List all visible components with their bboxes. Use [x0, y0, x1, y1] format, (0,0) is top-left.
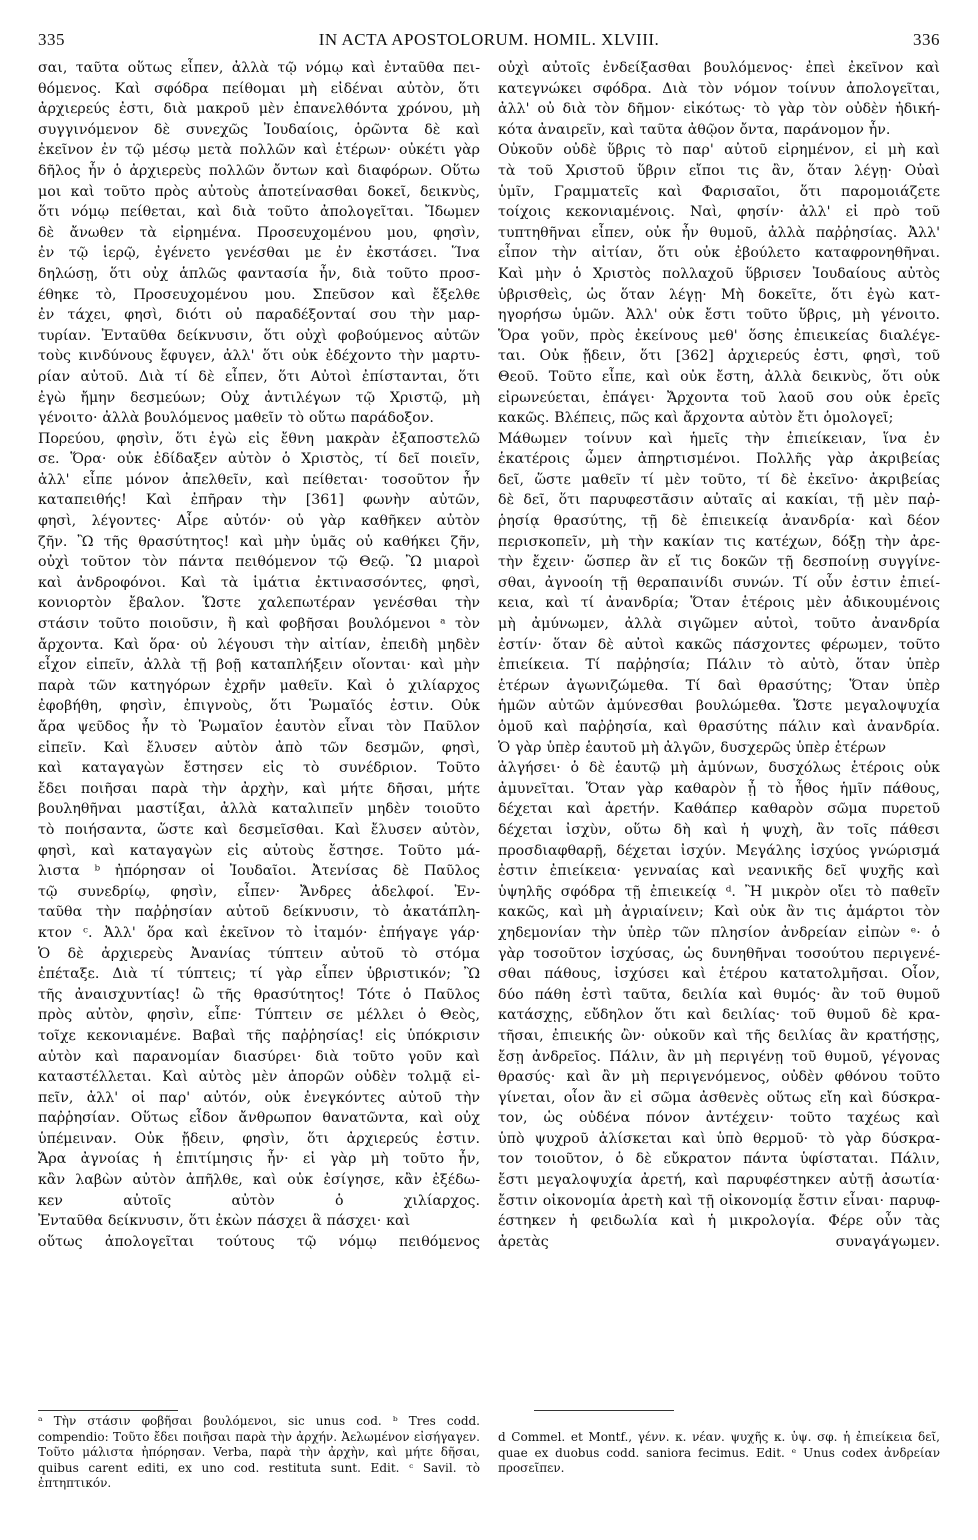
- text-line: κτον ᶜ. Ἀλλ' ὅρα καὶ ἐκεῖνον τὸ ἰταμόν· ἐπήγαγε γάρ·: [38, 924, 480, 941]
- page-number-left: 335: [38, 30, 65, 49]
- text-line: ὅτι νόμῳ πείθεται, καὶ διὰ τοῦτο ἀπολογεῖται. Ἴδωμεν: [38, 204, 480, 221]
- text-line: χηδεμονίαν τὴν ὑπὲρ τῶν πλησίον ἀνδρείαν εἰπὼν ᵉ· ὁ: [498, 924, 940, 941]
- text-line: σθαι, ἀγνοοίη τῇ θεραπαινίδι συνών. Τί οὖν ἐστιν ἐπιεί-: [498, 574, 940, 591]
- text-line: δέχεται ἰσχὺν, οὕτω δὴ καὶ ἡ ψυχὴ, ἂν τοῖς πάθεσι: [498, 821, 940, 838]
- right-column: [498, 58, 940, 1252]
- text-line: ρίαν αὐτοῦ. Διὰ τί δὲ εἶπεν, ὅτι Αὐτοὶ ἐπίστανται, ὅτι: [38, 368, 480, 385]
- text-line: ἐπιείκεια. Τί παῤῥησία; Πάλιν τὸ αὐτὸ, ὅταν ὑπὲρ: [498, 657, 940, 674]
- text-line: αὐτὸν καὶ παρανομίαν διασύρει· διὰ τοῦτο γοῦν καὶ: [38, 1048, 480, 1065]
- text-line: παῤῥησίαν. Οὕτως εἶδον ἄνθρωπον θανατῶντα, καὶ οὐχ: [38, 1110, 480, 1127]
- text-line: ἐστίν· ὅταν δὲ αὐτοὶ κακῶς πάσχοντες φέρωμεν, τοῦτο: [498, 636, 940, 653]
- text-line: εἶπον τὴν αἰτίαν, ὅτι οὐκ ἐβούλετο καταφρονηθῆναι.: [498, 245, 940, 262]
- text-line: κατεγνώκει σφόδρα. Διὰ τὸν νόμον τοίνυν ἀπολογεῖται,: [498, 80, 940, 97]
- text-line: ἑτέρων ἀγωνιζώμεθα. Τί δαὶ θρασύτης; Ὅταν ὑπὲρ: [498, 677, 940, 694]
- text-line: βουληθῆναι μαστίξαι, ἀλλὰ καταλιπεῖν μηδὲν τοιοῦτο: [38, 801, 480, 818]
- text-line: ἐστιν ἐπιείκεια· γενναίας καὶ νεανικῆς δεῖ ψυχῆς καὶ: [498, 863, 940, 880]
- text-line: προσδιαφθαρῇ, δέχεται ἰσχύν. Μεγάλης ἰσχύος γνώρισμά: [498, 842, 940, 859]
- footnote-divider-left: [38, 1410, 178, 1411]
- text-line: τὰ τοῦ Χριστοῦ ὕβριν εἴποι τις ἂν, ὅταν λέγῃ· Οὐαὶ: [498, 162, 940, 179]
- text-line: έστηκεν ἡ φειδωλία καὶ ἡ μικρολογία. Φέρε οὖν τὰς: [498, 1213, 940, 1230]
- text-line: ὁμοῦ καὶ παῤῥησία, καὶ θρασύτης πάλιν καὶ ἀνανδρία.: [498, 719, 940, 735]
- text-line: συγγινόμενον δὲ συνεχῶς Ἰουδαίοις, ὁρῶντα δὲ καὶ: [38, 121, 480, 138]
- text-line: Ἄρα ἀγνοίας ἡ ἐπιτίμησις ἦν· εἰ γὰρ μὴ τοῦτο ἦν,: [38, 1151, 480, 1168]
- text-line: Πορεύου, φησὶν, ὅτι ἐγὼ εἰς ἔθνη μακρὰν ἐξαποστελῶ: [38, 430, 480, 447]
- text-line: φησὶ, καὶ καταγαγὼν εἰς αὐτοὺς ἔστησε. Τοῦτο μά-: [38, 842, 480, 859]
- text-line: ἀλγήσει· ὁ δὲ ἑαυτῷ μὴ ἀμύνων, δυσχόλως ἑτέροις οὐκ: [498, 760, 940, 777]
- text-line: τῆς ἀναισχυντίας! ὢ τῆς θρασύτητος! Τότε ὁ Παῦλος: [38, 986, 480, 1003]
- text-line: σαι, ταῦτα οὕτως εἶπεν, ἀλλὰ τῷ νόμῳ καὶ ἐνταῦθα πει-: [38, 60, 480, 76]
- text-line: κεια, καὶ τί ἀνανδρία; Ὅταν ἑτέροις μὲν ἀδικουμένοις: [498, 595, 940, 612]
- text-line: φησὶ, λέγοντες· Αἶρε αὐτόν· οὐ γὰρ καθῆκεν αὐτὸν: [38, 513, 480, 530]
- text-line: ὑπὸ ψυχροῦ ἁλίσκεται καὶ ὑπὸ θερμοῦ· τὸ γὰρ δύσκρα-: [498, 1130, 940, 1147]
- footnotes-right: d Commel. et Montf., γένν. κ. νέαν. ψυχῆς κ. ὑψ. σφ. ἡ ἐπιείκεια δεῖ, quae ex duobus codd. saniora fecimus. Edit. ᵉ Unus codex ἀνδρείαν προσεῖπεν.: [498, 1430, 940, 1475]
- text-line: ἐφοβήθη, φησὶν, ἐπιγνοὺς, ὅτι Ῥωμαῖός ἐστιν. Οὐκ: [38, 698, 480, 715]
- text-line: ὑψηλῆς σφόδρα τῇ ἐπιεικείᾳ ᵈ. Ἢ μικρὸν οἴει τὸ παθεῖν: [498, 883, 940, 900]
- text-line: σε. Ὅρα· οὐκ ἐδίδαξεν αὐτὸν ὁ Χριστὸς, τί δεῖ ποιεῖν,: [38, 451, 480, 468]
- text-line: κἂν λαβὼν αὐτὸν ἀπῆλθε, καὶ οὐκ ἐσίγησε, κἂν ἐξέδω-: [38, 1172, 480, 1189]
- text-line: τον τοιοῦτον, ὁ δὲ εὔκρατον πάντα ὑφίσταται. Πάλιν,: [498, 1151, 940, 1168]
- text-columns: [38, 58, 940, 1252]
- text-line: γένοιτο· ἀλλὰ βουλόμενος μαθεῖν τὸ οὕτω παράδοξον.: [38, 410, 434, 427]
- running-title: IN ACTA APOSTOLORUM. HOMIL. XLVIII.: [318, 30, 660, 49]
- text-line: καὶ ἀνδροφόνοι. Καὶ τὰ ἱμάτια ἐκτινασσόντες, φησὶ,: [38, 574, 480, 591]
- text-line: εἶχον εἰπεῖν, ἀλλὰ τῇ βοῇ καταπλήξειν οἴονται· καὶ μὴν: [38, 657, 480, 674]
- text-line: τοὺς κινδύνους ἔφυγεν, ἀλλ' ὅτι οὐκ ἐδέχοντο τὴν μαρτυ-: [38, 348, 480, 365]
- text-line: τὴν ἔχειν· ὥσπερ ἂν εἴ τις δοκῶν τῇ δεσποίνῃ συγγίνε-: [498, 554, 940, 571]
- text-line: κότα ἀναιρεῖν, καὶ ταῦτα ἀθῷον ὄντα, παράνομον ἦν.: [498, 121, 891, 138]
- text-line: ζῆν. Ὢ τῆς θρασύτητος! καὶ μὴν ὑμᾶς οὐ καθήκει ζῆν,: [38, 533, 480, 550]
- text-line: δηλώσῃ, ὅτι οὐχ ἁπλῶς φαντασία ἦν, διὰ τοῦτο προσ-: [38, 265, 480, 282]
- text-line: οὕτως ἀπολογεῖται τούτους τῷ νόμῳ πειθόμενος: [38, 1233, 480, 1250]
- text-line: δέχεται καὶ ἀρετήν. Καθάπερ καθαρὸν σῶμα πυρετοῦ: [498, 801, 940, 818]
- text-line: θόμενος. Καὶ σφόδρα πείθομαι μὴ εἰδέναι αὐτὸν, ὅτι: [38, 80, 480, 97]
- text-line: οὐχὶ αὐτοῖς ἐνδείξασθαι βουλόμενος· ἐπεὶ ἐκεῖνον καὶ: [498, 60, 940, 76]
- text-line: Ἐνταῦθα δείκνυσιν, ὅτι ἐκὼν πάσχει ἃ πάσχει· καὶ: [38, 1213, 411, 1230]
- text-line: παρὰ τῶν κατηγόρων ἐχρῆν μαθεῖν. Καὶ ὁ χιλίαρχος: [38, 677, 480, 694]
- footnotes: [38, 1414, 940, 1492]
- text-line: Καὶ μὴν ὁ Χριστὸς πολλαχοῦ ὕβρισεν Ἰουδαίους αὐτὸς: [498, 265, 940, 282]
- text-line: μὴ ἀμύνωμεν, ἀλλὰ σιγῶμεν αὐτοὶ, τοῦτο ἀνανδρία: [498, 616, 940, 633]
- text-line: ἀλλ' εἶπε μόνον ἀπελθεῖν, καὶ πείθεται· τοσοῦτον ἦν: [38, 471, 480, 488]
- text-line: ἡμῶν αὐτῶν ἀμύνεσθαι βουλώμεθα. Ὥστε μεγαλοψυχία: [498, 698, 940, 715]
- text-line: ἐγὼ ἤμην δεσμεύων; Οὐχ ἀντιλέγων τῷ Χριστῷ, μὴ: [38, 389, 480, 406]
- text-line: εἰπεῖν. Καὶ ἔλυσεν αὐτὸν ἀπὸ τῶν δεσμῶν, φησὶ,: [38, 739, 480, 756]
- text-line: Οὐκοῦν οὐδὲ ὕβρις τὸ παρ' αὐτοῦ εἰρημένον, εἰ μὴ καὶ: [498, 142, 940, 159]
- text-line: γίνεται, οἷον ἂν εἰ σῶμα ἀσθενὲς οὕτως εἴη καὶ δύσκρα-: [498, 1089, 940, 1106]
- running-header: [38, 30, 940, 56]
- footnote-divider-right: [534, 1410, 674, 1411]
- text-line: ὑβρισθεὶς, ὡς ὅταν λέγῃ· Μὴ δοκεῖτε, ὅτι ἐγὼ κατ-: [498, 286, 940, 303]
- text-line: σθαι πάθους, ἰσχύσει καὶ ἑτέρου κατατολμῆσαι. Οἷον,: [498, 966, 940, 983]
- text-line: τῷ συνεδρίῳ, φησὶν, εἶπεν· Ἄνδρες ἀδελφοί. Ἐν-: [38, 883, 480, 900]
- text-line: πεῖν, ἀλλ' οἱ παρ' αὐτόν, οὐκ ἐνεγκόντες αὐτοῦ τὴν: [38, 1089, 480, 1106]
- text-line: ἀρχιερεύς ἐστι, διὰ μακροῦ μὲν ἐπανελθόντα χρόνου, μὴ: [38, 101, 480, 118]
- text-line: τυπτηθῆναι εἶπεν, οὐκ ἦν θυμοῦ, ἀλλὰ παῤῥησίας. Ἀλλ': [498, 224, 940, 241]
- text-line: λιστα ᵇ ἠπόρησαν οἱ Ἰουδαῖοι. Ἀτενίσας δὲ Παῦλος: [38, 863, 480, 880]
- text-line: Θεοῦ. Τοῦτο εἶπε, καὶ οὐκ ἔστη, ἀλλὰ δεικνὺς, ὅτι οὐκ: [498, 368, 940, 385]
- text-line: δῆλος ἦν ὁ ἀρχιερεὺς πολλῶν ὄντων καὶ διαφόρων. Οὕτω: [38, 162, 480, 179]
- text-line: ταῦθα τὴν παῤῥησίαν αὐτοῦ δείκνυσιν, τὸ ἀκατάπλη-: [38, 904, 480, 921]
- text-line: κατάσχῃς, εὔδηλον ὅτι καὶ δειλίας· τοῦ θυμοῦ δὲ κρα-: [498, 1007, 940, 1024]
- text-line: κεν αὐτοῖς αὐτὸν ὁ χιλίαρχος.: [38, 1192, 480, 1209]
- text-line: δὲ δεῖ, ὅτι παρυφεστᾶσιν αὐταῖς αἱ κακίαι, τῇ μὲν παῤ-: [498, 492, 940, 509]
- text-line: μοι καὶ τοῦτο πρὸς αὐτοὺς ἀποτείνασθαι δοκεῖ, δεικνὺς,: [38, 183, 480, 200]
- text-line: Ὁ γὰρ ὑπὲρ ἑαυτοῦ μὴ ἀλγῶν, δυσχερῶς ὑπὲρ ἑτέρων: [498, 739, 886, 756]
- text-line: ἄρα ψεῦδος ἦν τὸ Ῥωμαῖον ἑαυτὸν εἶναι τὸν Παῦλον: [38, 719, 480, 735]
- text-line: τυρίαν. Ἐνταῦθα δείκνυσιν, ὅτι οὐχὶ φοβούμενος αὐτῶν: [38, 327, 480, 344]
- text-line: τοίχοις κεκονιαμένοις. Ναὶ, φησίν· ἀλλ' εἰ πρὸ τοῦ: [498, 204, 940, 221]
- text-line: ἔστι μεγαλοψυχία ἀρετή, καὶ παρυφέστηκεν αὐτῇ ἀσωτία·: [498, 1172, 940, 1189]
- text-line: ἄρχοντα. Καὶ ὅρα· οὐ λέγουσι τὴν αἰτίαν, ἐπειδὴ μηδὲν: [38, 636, 480, 653]
- text-line: κακῶς. Βλέπεις, πῶς καὶ ἄρχοντα αὐτὸν ἔτι ὁμολογεῖ;: [498, 410, 894, 427]
- text-line: ἀρετὰς συναγάγωμεν.: [498, 1233, 940, 1250]
- text-line: καταπειθής! Καὶ ἐπῆραν τὴν [361] φωνὴν αὐτῶν,: [38, 492, 480, 509]
- text-line: τοῖχε κεκονιαμένε. Βαβαὶ τῆς παῤῥησίας! εἰς ὑπόκρισιν: [38, 1027, 480, 1044]
- text-line: ὑπέμειναν. Οὐκ ᾔδειν, φησὶν, ὅτι ἀρχιερεύς ἐστιν.: [38, 1130, 480, 1147]
- text-line: ηγορήσω ὑμῶν. Ἀλλ' οὐκ ἔστι τοῦτο ὕβρις, μὴ γένοιτο.: [498, 307, 940, 324]
- text-line: θρασύς· καὶ ἂν μὴ περιγενόμενος, οὐδὲν φθόνου τοῦτο: [498, 1069, 940, 1086]
- text-line: ἐν τῷ ἱερῷ, ἐγένετο γενέσθαι με ἐν ἐκστάσει. Ἵνα: [38, 245, 480, 262]
- text-line: ἀλλ' οὐ διὰ τὸν δῆμον· εἰκότως· τὸ γὰρ τὸν οὐδὲν ἠδική-: [498, 101, 940, 118]
- page-number-right: 336: [912, 30, 940, 49]
- text-line: Μάθωμεν τοίνυν καὶ ἡμεῖς τὴν ἐπιείκειαν, ἵνα ἐν: [498, 430, 940, 447]
- text-line: περισκοπεῖν, μὴ τὴν κακίαν τις κατέχων, δόξῃ τὴν ἀρε-: [498, 533, 940, 550]
- text-line: δεῖ, ὥστε μαθεῖν τί μὲν τοῦτο, τί δὲ ἐκεῖνο· ἀκριβείας: [498, 471, 940, 488]
- text-line: τον, ὡς οὐδένα πόνον ἀντέχειν· τοῦτο ταχέως καὶ: [498, 1110, 940, 1127]
- text-line: οὐχὶ τοῦτον τὸν πάντα πειθόμενον τῷ Θεῷ. Ὢ μιαροὶ: [38, 554, 480, 571]
- text-line: ἑκατέροις ὦμεν ἀπηρτισμένοι. Πολλῆς γὰρ ἀκριβείας: [498, 451, 940, 468]
- text-line: εἰρωνεύεται, ἐπάγει· Ἄρχοντα τοῦ λαοῦ σου οὐκ ἐρεῖς: [498, 389, 940, 406]
- text-line: ἐπέταξε. Διὰ τί τύπτεις; τί γὰρ εἶπεν ὑβριστικόν; Ὢ: [38, 966, 480, 983]
- text-line: τῆσαι, ἐπιεικής ὢν· οὐκοῦν καὶ τῆς δειλίας ἂν κρατήσῃς,: [498, 1027, 940, 1044]
- text-line: δὲ ἄνωθεν τὰ εἰρημένα. Προσευχομένου μου, φησὶν,: [38, 224, 480, 241]
- text-line: στάσιν τοῦτο ποιοῦσιν, ἢ καὶ φοβῆσαι βουλόμενοι ᵃ τὸν: [38, 616, 480, 633]
- text-line: ἐν τάχει, φησὶ, διότι οὐ παραδέξονταί σου τὴν μαρ-: [38, 307, 480, 324]
- text-line: ἀμυνεῖται. Ὅταν γὰρ καθαρὸν ᾖ τὸ ἦθος ἡμῖν πάθους,: [498, 780, 940, 797]
- text-line: τὸ ποιήσαντα, ὥστε καὶ δεσμεῖσθαι. Καὶ ἔλυσεν αὐτὸν,: [38, 821, 480, 838]
- text-line: Ὅρα γοῦν, πρὸς ἐκείνους μεθ' ὅσης ἐπιεικείας διαλέγε-: [498, 327, 940, 344]
- text-line: κακῶς, καὶ μὴ ἀγριαίνειν; Καὶ οὐκ ἂν τις ἁμάρτοι τὸν: [498, 904, 940, 921]
- text-line: ἔδει ποιῆσαι παρὰ τὴν ἀρχὴν, καὶ μήτε δῆσαι, μήτε: [38, 780, 480, 797]
- text-line: καὶ καταγαγὼν ἔστησεν εἰς τὸ συνέδριον. Τοῦτο: [38, 760, 480, 777]
- text-line: ὑμῖν, Γραμματεῖς καὶ Φαρισαῖοι, ὅτι παρομοιάζετε: [498, 183, 940, 200]
- text-line: ἐκεῖνον ἐν τῷ μέσῳ μετὰ πολλῶν καὶ ἑτέρων· οὐκέτι γὰρ: [38, 142, 480, 159]
- text-line: Ὁ δὲ ἀρχιερεὺς Ἀνανίας τύπτειν αὐτοῦ τὸ στόμα: [38, 945, 480, 962]
- text-line: ἔστιν οἰκονομία ἀρετὴ καὶ τῇ οἰκονομίᾳ ἔστιν εἶναι· παρυφ-: [498, 1192, 940, 1209]
- text-line: ἔσῃ ἀνδρεῖος. Πάλιν, ἂν μὴ περιγένῃ τοῦ θυμοῦ, γέγονας: [498, 1048, 940, 1065]
- text-line: ῥησίᾳ θρασύτης, τῇ δὲ ἐπιεικείᾳ ἀνανδρία· καὶ δέον: [498, 513, 940, 530]
- text-line: πρὸς αὐτὸν, φησὶν, εἶπε· Τύπτειν σε μέλλει ὁ Θεὸς,: [38, 1007, 480, 1024]
- text-line: έθηκε τὸ, Προσευχομένου μου. Σπεῦσον καὶ ἔξελθε: [38, 286, 480, 303]
- text-line: κονιορτὸν ἔβαλον. Ὥστε χαλεπωτέραν γενέσθαι τὴν: [38, 595, 480, 612]
- left-column: [38, 58, 480, 1252]
- text-line: καταστέλλεται. Καὶ αὐτὸς μὲν ἀπορῶν οὐδὲν τολμᾷ εἰ-: [38, 1069, 480, 1086]
- text-line: δύο πάθη ἐστὶ ταῦτα, δειλία καὶ θυμός· ἂν τοῦ θυμοῦ: [498, 986, 940, 1003]
- footnotes-left: ᵃ Τὴν στάσιν φοβῆσαι βουλόμενοι, sic unus cod. ᵇ Tres codd. compendio: Τοῦτο ἔδει ποιῆσαι παρὰ τὴν ἀρχήν. Ἀελωμένον εἰσήγαγεν. Τοῦτο μάλιστα ἠπόρησαν. Verba, παρὰ τὴν ἀρχὴν, καὶ μήτε δῆσαι, quibus carent editi, ex uno cod. restituta sunt. Edit. ᶜ Savil. τὸ ἐπτηπτικόν.: [38, 1414, 480, 1490]
- text-line: ται. Οὐκ ᾔδειν, ὅτι [362] ἀρχιερεύς ἐστι, φησὶ, τοῦ: [498, 348, 940, 365]
- text-line: γὰρ τοσοῦτον ἰσχύσας, ὡς δυνηθῆναι τοσούτου περιγενέ-: [498, 945, 940, 962]
